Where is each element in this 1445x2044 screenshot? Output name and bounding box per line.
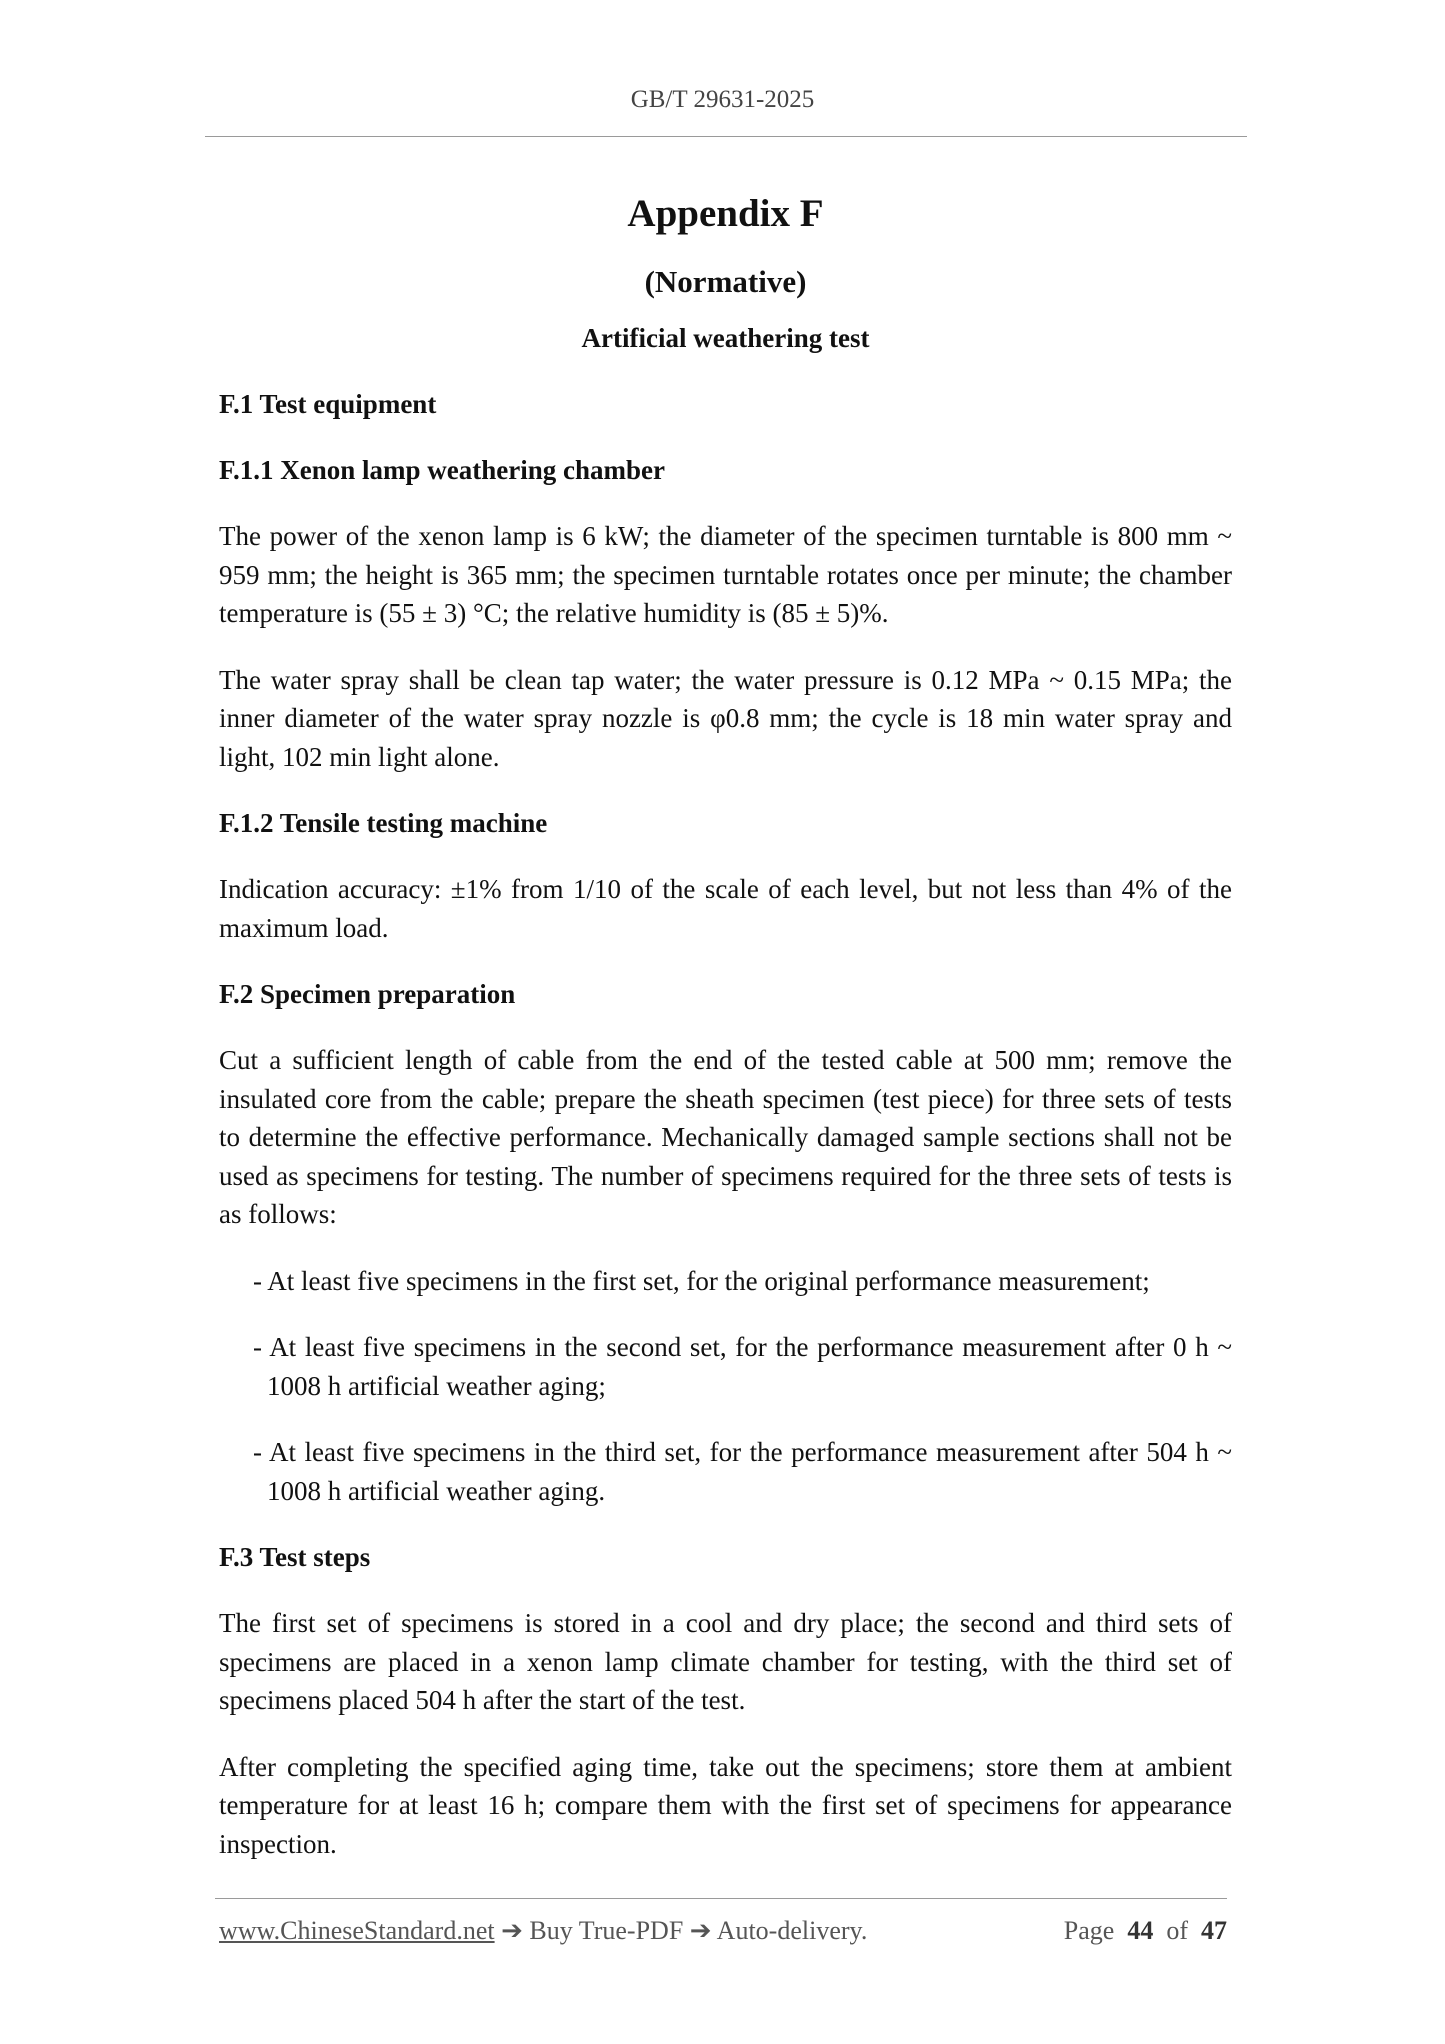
paragraph-tensile-accuracy: Indication accuracy: ±1% from 1/10 of the scale of each level, but not less than 4% of the maximum load. — [219, 874, 1232, 943]
paragraph-xenon-lamp: The power of the xenon lamp is 6 kW; the diameter of the specimen turntable is 800 mm ~ 959 mm; the height is 365 mm; the specimen turntable rotates once per minute; the chamber temperature is (55 ± 3) °C; the relative humidity is (85 ± 5)%. — [219, 521, 1232, 628]
appendix-subtitle: (Normative) — [644, 264, 807, 299]
list-item: - At least five specimens in the third set, for the performance measurement after 504 h ~ 1008 h artificial weather aging. — [253, 1437, 1232, 1506]
section-heading-f1-1: F.1.1 Xenon lamp weathering chamber — [219, 455, 665, 485]
appendix-subject: Artificial weathering test — [581, 323, 870, 353]
paragraph-specimen-preparation: Cut a sufficient length of cable from the end of the tested cable at 500 mm; remove the insulated core from the cable; prepare the sheath specimen (test piece) for three sets of tests to determine the effective performance. Mechanically damaged sample sections shall not be used as specimens for testing. The number of specimens required for the three sets of tests is as follows: — [219, 1045, 1232, 1229]
page-content — [219, 180, 1232, 1863]
of-label: of — [1166, 1916, 1188, 1945]
arrow-right-icon: ➔ — [501, 1916, 523, 1945]
specimen-sets-list — [219, 1262, 1232, 1511]
standard-code-header: GB/T 29631-2025 — [630, 86, 815, 113]
section-heading-f2: F.2 Specimen preparation — [219, 979, 516, 1009]
paragraph-water-spray: The water spray shall be clean tap water; the water pressure is 0.12 MPa ~ 0.15 MPa; the inner diameter of the water spray nozzle is φ0.8 mm; the cycle is 18 min water spray and light, 102 min light alone. — [219, 664, 1232, 772]
appendix-title: Appendix F — [627, 192, 824, 235]
page-label: Page — [1063, 1916, 1115, 1945]
list-item: - At least five specimens in the second set, for the performance measurement after 0 h ~ 1008 h artificial weather aging; — [253, 1332, 1232, 1401]
footer-promo — [219, 1916, 867, 1946]
footer-divider — [215, 1898, 1227, 1899]
site-link[interactable]: www.ChineseStandard.net — [219, 1916, 495, 1945]
buy-true-pdf-text: Buy True-PDF — [529, 1916, 684, 1945]
paragraph-test-steps-inspection: After completing the specified aging time, take out the specimens; store them at ambient temperature for at least 16 h; compare them with the first set of specimens for appearance inspection. — [219, 1751, 1232, 1859]
current-page-number: 44 — [1127, 1916, 1154, 1945]
auto-delivery-text: Auto-delivery. — [716, 1916, 868, 1945]
arrow-right-icon: ➔ — [689, 1916, 712, 1945]
list-item: - At least five specimens in the first set, for the original performance measurement; — [253, 1265, 1150, 1296]
section-heading-f1-2: F.1.2 Tensile testing machine — [219, 808, 548, 838]
section-heading-f1: F.1 Test equipment — [219, 389, 437, 419]
page-number — [1064, 1916, 1227, 1946]
header-divider — [205, 136, 1247, 137]
paragraph-test-steps-storage: The first set of specimens is stored in a cool and dry place; the second and third sets of specimens are placed in a xenon lamp climate chamber for testing, with the third set of specimens placed 504 h after the start of the test. — [219, 1608, 1232, 1715]
total-page-number: 47 — [1201, 1916, 1227, 1945]
section-heading-f3: F.3 Test steps — [219, 1542, 371, 1572]
